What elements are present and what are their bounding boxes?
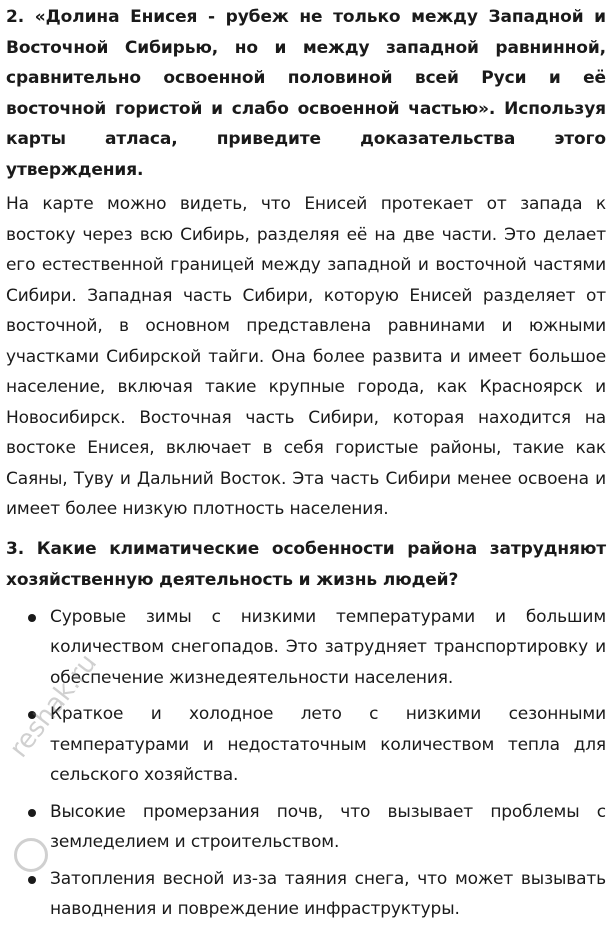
list-item	[6, 699, 606, 791]
list-item-text: Краткое и холодное лето с низкими сезонными температурами и недостаточным количеством тепла для сельского хозяйства.	[50, 704, 606, 785]
bullet-icon	[28, 809, 36, 817]
bullet-icon	[28, 614, 36, 622]
bullet-icon	[28, 876, 36, 884]
list-item	[6, 864, 606, 925]
question-2: 2. «Долина Енисея - рубеж не только между Западной и Восточной Сибирью, но и между западной равнинной, сравнительно освоенной половиной всей Руси и её восточной гористой и слабо освоенной частью». Используя карты атласа, приведите доказательства этого утверждения.	[6, 7, 606, 180]
document-page	[6, 0, 606, 931]
list-item-text: Высокие промерзания почв, что вызывает проблемы с земледелием и строительством.	[50, 801, 606, 852]
list-item-text: Затопления весной из-за таяния снега, что может вызывать наводнения и повреждение инфраструктуры.	[50, 868, 606, 919]
answer-2: На карте можно видеть, что Енисей протекает от запада к востоку через всю Сибирь, разделяя её на две части. Это делает его естественной границей между западной и восточной частями Сибири. Западная часть Сибири, которую Енисей разделяет от восточной, в основном представлена равнинами и южными участками Сибирской тайги. Она более развита и имеет большое население, включая такие крупные города, как Красноярск и Новосибирск. Восточная часть Сибири, которая находится на востоке Енисея, включает в себя гористые районы, такие как Саяны, Туву и Дальний Восток. Эта часть Сибири менее освоена и имеет более низкую плотность населения.	[6, 194, 606, 519]
answer-3-list	[6, 602, 606, 925]
list-item	[6, 602, 606, 694]
question-3: 3. Какие климатические особенности района затрудняют хозяйственную деятельность и жизнь людей?	[6, 538, 606, 590]
list-item-text: Суровые зимы с низкими температурами и большим количеством снегопадов. Это затрудняет транспортировку и обеспечение жизнедеятельности населения.	[50, 606, 606, 688]
bullet-icon	[28, 711, 36, 719]
watermark: reshak.ru	[4, 648, 104, 764]
list-item	[6, 797, 606, 858]
